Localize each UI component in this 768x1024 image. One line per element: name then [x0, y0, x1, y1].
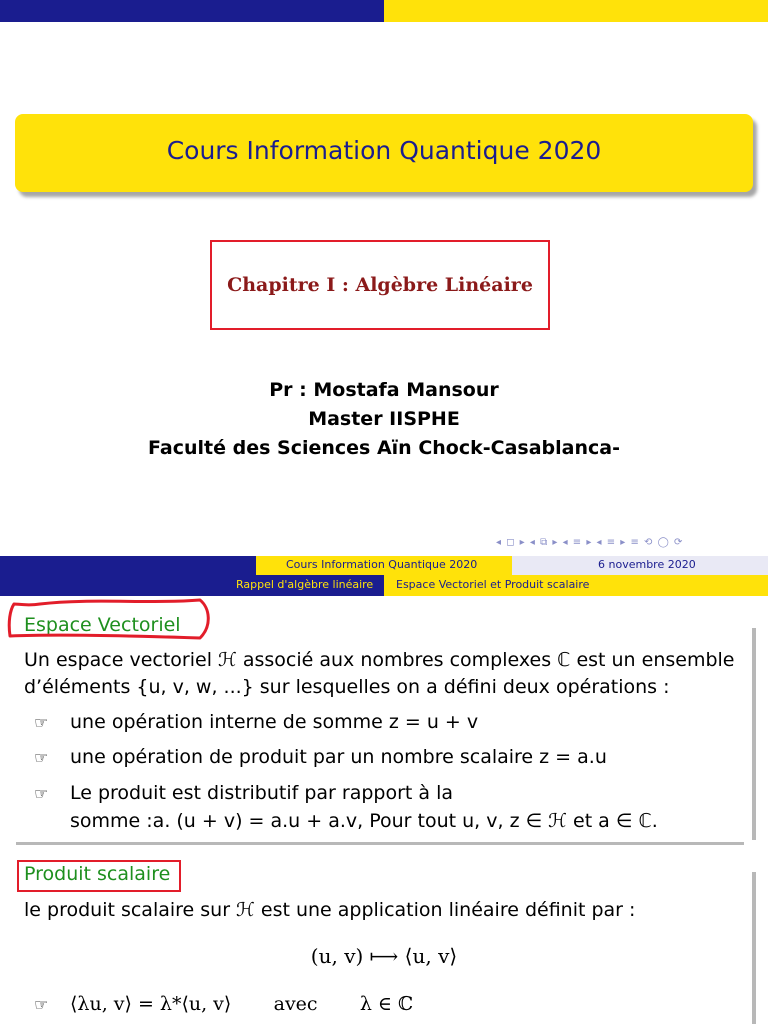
red-circle-annotation — [0, 596, 220, 644]
bullet-formula: ⟨λu, v⟩ = λ*⟨u, v⟩ avec λ ∈ ℂ — [70, 993, 414, 1015]
block-title-scalar-product: Produit scalaire — [24, 863, 171, 885]
faculty-name: Faculté des Sciences Aïn Chock-Casablanca- — [148, 437, 620, 459]
title-box — [15, 114, 753, 192]
pointing-hand-icon: ☞ — [34, 713, 49, 732]
program-name: Master IISPHE — [308, 408, 460, 430]
footer-date: 6 novembre 2020 — [598, 558, 696, 571]
block-shadow-bottom — [16, 842, 744, 845]
top-bar-yellow — [384, 0, 768, 22]
section-label[interactable]: Rappel d'algèbre linéaire — [236, 578, 374, 591]
beamer-nav-icons[interactable]: ◂ ◻ ▸ ◂ ⧉ ▸ ◂ ≡ ▸ ◂ ≡ ▸ ≡ ⟲ ◯ ⟳ — [496, 537, 684, 548]
bullet-text: une opération interne de somme z = u + v — [70, 711, 479, 733]
intro-line-1: Un espace vectoriel ℋ associé aux nombres complexes ℂ est un ensemble — [24, 649, 735, 671]
intro-text — [24, 647, 735, 701]
top-bar-blue — [0, 0, 384, 22]
pointing-hand-icon: ☞ — [34, 748, 49, 767]
beamer-header-bar — [0, 556, 768, 598]
bullet-text: une opération de produit par un nombre scalaire z = a.u — [70, 746, 607, 768]
block-shadow — [752, 628, 756, 840]
intro-line-2: d’éléments {u, v, w, ...} sur lesquelles on a défini deux opérations : — [24, 676, 670, 698]
ps-text: le produit scalaire sur ℋ est une application linéaire définit par : — [24, 899, 636, 921]
block-title-vector-space: Espace Vectoriel — [24, 614, 181, 636]
chapter-box — [210, 240, 550, 330]
bullet-text: somme :a. (u + v) = a.u + a.v, Pour tout u, v, z ∈ ℋ et a ∈ ℂ. — [70, 810, 658, 832]
subsection-label[interactable]: Espace Vectoriel et Produit scalaire — [396, 578, 590, 591]
pointing-hand-icon: ☞ — [34, 995, 49, 1014]
author-name: Pr : Mostafa Mansour — [269, 379, 499, 401]
ps-map-formula: (u, v) ⟼ ⟨u, v⟩ — [310, 944, 458, 968]
author-block — [0, 376, 768, 463]
header-blue-left — [0, 556, 256, 575]
pointing-hand-icon: ☞ — [34, 784, 49, 803]
chapter-title: Chapitre I : Algèbre Linéaire — [227, 274, 533, 296]
footer-course: Cours Information Quantique 2020 — [286, 558, 478, 571]
slide-top-bar — [0, 0, 768, 22]
bullet-text: Le produit est distributif par rapport à la — [70, 782, 454, 804]
slide-title: Cours Information Quantique 2020 — [166, 136, 602, 165]
